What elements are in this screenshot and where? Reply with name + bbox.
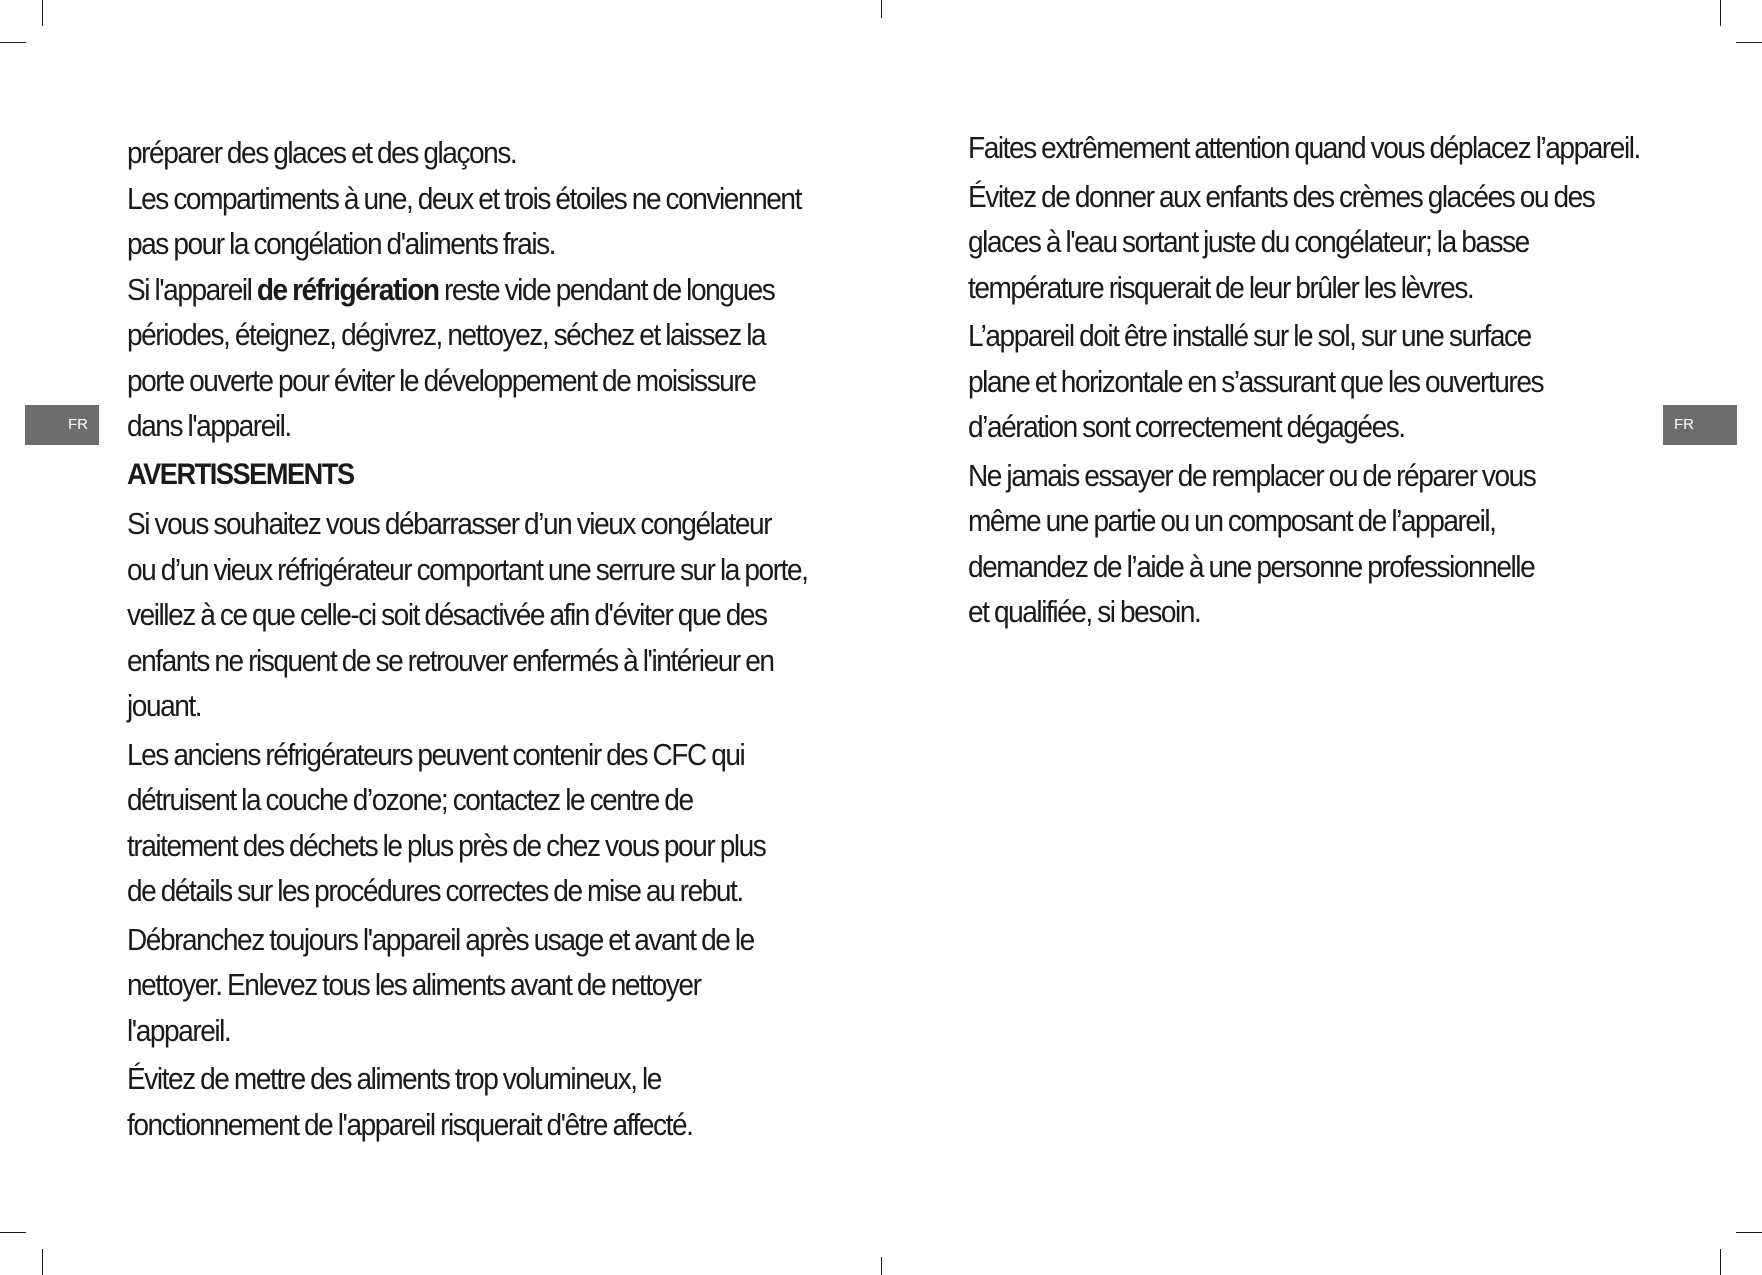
crop-mark-bottom-right-v xyxy=(1720,1249,1721,1275)
text-line: Ne jamais essayer de remplacer ou de réparer vous xyxy=(968,457,1536,493)
paragraph-bulky-food xyxy=(127,1056,869,1147)
text-line: dans l'appareil. xyxy=(127,408,291,443)
text-line: pas pour la congélation d'aliments frais. xyxy=(127,226,556,261)
text-line xyxy=(127,267,869,313)
text-line: jouant. xyxy=(127,688,202,723)
paragraph-old-freezer-lock xyxy=(127,501,869,729)
text-line: Évitez de donner aux enfants des crèmes glacées ou des xyxy=(968,178,1595,214)
text-line: plane et horizontale en s’assurant que les ouvertures xyxy=(968,363,1544,399)
crop-mark-top-right-h xyxy=(1736,42,1762,43)
text-line: enfants ne risquent de se retrouver enfermés à l'intérieur en xyxy=(127,642,774,678)
text-line: et qualifiée, si besoin. xyxy=(968,594,1201,629)
text-run: reste vide pendant de longues xyxy=(438,271,775,307)
text-line: L’appareil doit être installé sur le sol, sur une surface xyxy=(968,318,1531,353)
text-line: Faites extrêmement attention quand vous déplacez l’appareil. xyxy=(968,130,1640,165)
paragraph-empty-appliance xyxy=(127,267,869,449)
text-line: demandez de l’aide à une personne professionnelle xyxy=(968,548,1535,584)
text-line: ou d’un vieux réfrigérateur comportant une serrure sur la porte, xyxy=(127,551,808,587)
language-tab-left-label: FR xyxy=(68,416,88,433)
text-line: glaces à l'eau sortant juste du congélateur; la basse xyxy=(968,224,1529,259)
crop-mark-top-left-h xyxy=(0,42,26,43)
text-line: Les compartiments à une, deux et trois étoiles ne conviennent xyxy=(127,180,801,216)
text-line: préparer des glaces et des glaçons. xyxy=(127,135,517,170)
text-line: traitement des déchets le plus près de chez vous pour plus xyxy=(127,827,766,863)
crop-mark-bottom-left-v xyxy=(42,1249,43,1275)
text-line: de détails sur les procédures correctes de mise au rebut. xyxy=(127,873,743,908)
paragraph-ice-preparation xyxy=(127,130,869,176)
paragraph-moving-care xyxy=(968,125,1710,171)
paragraph-unplug-cleaning xyxy=(127,917,869,1054)
text-line: température risquerait de leur brûler les lèvres. xyxy=(968,269,1474,305)
text-line: Débranchez toujours l'appareil après usage et avant de le xyxy=(127,921,754,957)
text-line: même une partie ou un composant de l’appareil, xyxy=(968,503,1496,538)
paragraph-children-ice xyxy=(968,174,1710,311)
left-column xyxy=(127,130,869,1147)
text-line: Les anciens réfrigérateurs peuvent contenir des CFC qui xyxy=(127,736,745,772)
paragraph-cfc-disposal xyxy=(127,732,869,914)
paragraph-repair-warning xyxy=(968,453,1710,635)
paragraph-star-compartments xyxy=(127,176,869,267)
section-heading-warnings: AVERTISSEMENTS xyxy=(127,457,354,491)
crop-mark-top-right-v xyxy=(1720,0,1721,26)
text-line: fonctionnement de l'appareil risquerait d'être affecté. xyxy=(127,1106,693,1142)
crop-mark-bottom-left-h xyxy=(0,1232,26,1233)
paragraph-installation xyxy=(968,313,1710,450)
text-line: Évitez de mettre des aliments trop volumineux, le xyxy=(127,1061,661,1096)
crop-mark-bottom-right-h xyxy=(1736,1232,1762,1233)
right-column xyxy=(968,125,1710,635)
text-line: Si vous souhaitez vous débarrasser d’un vieux congélateur xyxy=(127,506,772,541)
text-line: d’aération sont correctement dégagées. xyxy=(968,409,1405,444)
crop-mark-top-center xyxy=(881,0,882,18)
text-line: nettoyer. Enlevez tous les aliments avant de nettoyer xyxy=(127,967,701,1002)
text-line: l'appareil. xyxy=(127,1012,231,1048)
text-line: veillez à ce que celle-ci soit désactivée afin d'éviter que des xyxy=(127,597,767,632)
text-line: détruisent la couche d’ozone; contactez le centre de xyxy=(127,782,693,817)
text-run: Si l'appareil xyxy=(127,271,257,307)
crop-mark-top-left-v xyxy=(42,0,43,26)
bold-term: de réfrigération xyxy=(256,271,439,307)
crop-mark-bottom-center xyxy=(881,1257,882,1275)
language-tab-left xyxy=(25,405,99,445)
text-line: périodes, éteignez, dégivrez, nettoyez, séchez et laissez la xyxy=(127,317,766,352)
language-tab-right-label: FR xyxy=(1674,416,1694,433)
text-line: porte ouverte pour éviter le développement de moisissure xyxy=(127,362,756,398)
